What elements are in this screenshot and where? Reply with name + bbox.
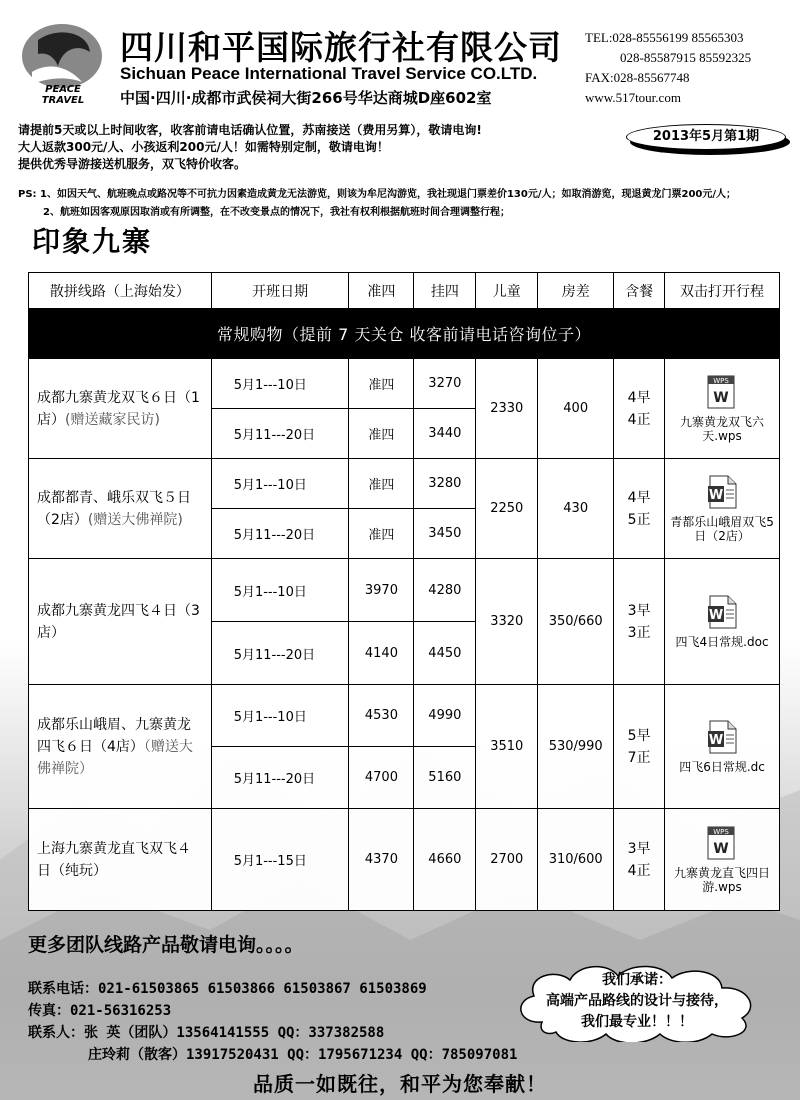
itinerary-file[interactable]	[665, 459, 780, 559]
word-doc-icon	[706, 474, 738, 510]
route-name-cell	[29, 685, 212, 809]
room-diff-cell: 430	[538, 459, 614, 559]
col-header: 散拼线路（上海始发）	[29, 273, 212, 309]
col-header: 房差	[538, 273, 614, 309]
tel-line1: TEL:028-85556199 85565303	[585, 30, 744, 45]
wps-file-icon	[706, 374, 738, 410]
slogan: 品质一如既往，和平为您奉献！	[253, 1072, 547, 1096]
contact-fax: 传真：021-56316253	[28, 1003, 172, 1019]
price-cell: 3280	[414, 459, 476, 509]
date-cell: 5月1---10日	[211, 359, 349, 409]
itinerary-filename: 九寨黄龙直飞四日游.wps	[674, 866, 771, 894]
more-routes-text: 更多团队线路产品敬请电询。。。。	[28, 934, 304, 956]
meal-breakfast: 4早	[627, 489, 651, 506]
meal-lunch: 7正	[627, 749, 651, 766]
route-name-cell	[29, 559, 212, 685]
room-diff-cell: 530/990	[538, 685, 614, 809]
svg-text:WPS: WPS	[713, 828, 729, 836]
table-row	[29, 685, 780, 747]
col-header: 含餐	[614, 273, 665, 309]
route-gift: （赠送大佛禅院）	[37, 738, 193, 777]
price-cell: 4990	[414, 685, 476, 747]
meal-cell	[614, 559, 665, 685]
route-name: 成都乐山峨眉、九寨黄龙四飞６日（4店）	[37, 716, 191, 755]
room-diff-cell: 400	[538, 359, 614, 459]
shopping-banner-row	[29, 309, 780, 359]
meal-cell	[614, 359, 665, 459]
meal-cell	[614, 685, 665, 809]
company-name-cn: 四川和平国际旅行社有限公司	[120, 28, 562, 67]
promise-text	[512, 970, 762, 1033]
child-price-cell: 3510	[476, 685, 538, 809]
route-name: 成都都青、峨乐双飞５日（2店）	[37, 489, 191, 528]
meal-lunch: 4正	[627, 862, 651, 879]
price-cell: 5160	[414, 747, 476, 809]
table-row	[29, 359, 780, 409]
promise-line3: 我们最专业！！！	[581, 1014, 693, 1030]
contact-person2: 庄玲莉（散客）13917520431 QQ：1795671234 QQ：785097081	[88, 1047, 518, 1063]
svg-text:W: W	[708, 733, 724, 748]
price-cell: 3450	[414, 509, 476, 559]
col-header: 挂四	[414, 273, 476, 309]
table-row	[29, 809, 780, 911]
route-name: 成都九寨黄龙四飞４日（3店）	[37, 602, 200, 641]
meal-breakfast: 4早	[627, 389, 651, 406]
price-cell: 准四	[349, 459, 414, 509]
price-cell: 4140	[349, 622, 414, 685]
meal-lunch: 3正	[627, 624, 651, 641]
price-cell: 4530	[349, 685, 414, 747]
meal-lunch: 4正	[627, 411, 651, 428]
price-cell: 3970	[349, 559, 414, 622]
contact-block	[28, 978, 517, 1066]
child-price-cell: 2330	[476, 359, 538, 459]
issue-badge: 2013年5月第1期	[626, 124, 786, 150]
col-header: 双击打开行程	[665, 273, 780, 309]
fax-line: FAX:028-85567748	[585, 70, 690, 85]
itinerary-filename: 九寨黄龙双飞六天.wps	[680, 415, 765, 443]
route-gift: (赠送藏家民访)	[65, 411, 160, 428]
booking-notes	[18, 122, 482, 173]
room-diff-cell: 310/600	[538, 809, 614, 911]
note-line: 提供优秀导游接送机服务，双飞特价收客。	[18, 157, 247, 171]
date-cell: 5月1---10日	[211, 559, 349, 622]
route-name-cell	[29, 809, 212, 911]
svg-text:W: W	[713, 841, 729, 857]
price-cell: 4280	[414, 559, 476, 622]
wps-file-icon	[706, 825, 738, 861]
promise-line2: 高端产品路线的设计与接待，	[546, 993, 728, 1009]
ps-line1: PS: 1、如因天气、航班晚点或路况等不可抗力因素造成黄龙无法游览，则该为牟尼沟游览，我社现退门票差价130元/人；如取消游览，现退黄龙门票200元/人；	[18, 189, 737, 200]
logo-line2: TRAVEL	[41, 95, 85, 106]
note-line: 大人返款300元/人、小孩返利200元/人！如需特别定制，敬请电询！	[18, 140, 389, 154]
date-cell: 5月1---10日	[211, 459, 349, 509]
company-name-en: Sichuan Peace International Travel Service CO.LTD.	[120, 64, 538, 83]
svg-text:WPS: WPS	[713, 377, 729, 385]
price-cell: 准四	[349, 359, 414, 409]
promise-line1: 我们承诺：	[602, 972, 672, 988]
price-cell: 4660	[414, 809, 476, 911]
contact-person1: 联系人：张 英（团队）13564141555 QQ：337382588	[28, 1025, 385, 1041]
itinerary-file[interactable]	[665, 559, 780, 685]
website-link[interactable]: www.517tour.com	[585, 90, 681, 105]
price-cell: 准四	[349, 509, 414, 559]
price-cell: 3440	[414, 409, 476, 459]
svg-text:W: W	[713, 390, 729, 406]
route-name: 成都九寨黄龙双飞６日（1店）	[37, 389, 200, 428]
col-header: 开班日期	[211, 273, 349, 309]
word-doc-icon	[706, 594, 738, 630]
price-cell: 4700	[349, 747, 414, 809]
date-cell: 5月1---15日	[211, 809, 349, 911]
table-row	[29, 559, 780, 622]
date-cell: 5月1---10日	[211, 685, 349, 747]
route-name-cell	[29, 359, 212, 459]
meal-cell	[614, 459, 665, 559]
date-cell: 5月11---20日	[211, 509, 349, 559]
ps-line2: 2、航班如因客观原因取消或有所调整，在不改变景点的情况下，我社有权利根据航班时间合理调整行程；	[43, 207, 510, 218]
svg-text:W: W	[708, 488, 724, 503]
child-price-cell: 2250	[476, 459, 538, 559]
meal-lunch: 5正	[627, 511, 651, 528]
price-cell: 4450	[414, 622, 476, 685]
meal-breakfast: 5早	[627, 727, 651, 744]
logo-wordmark	[28, 84, 98, 106]
note-line: 请提前5天或以上时间收客，收客前请电话确认位置，苏南接送（费用另算），敬请电询!	[18, 123, 482, 137]
contact-phone: 联系电话：021-61503865 61503866 61503867 61503869	[28, 981, 427, 997]
itinerary-filename: 四飞4日常规.doc	[675, 635, 769, 649]
logo-line1: PEACE	[45, 84, 81, 95]
price-cell: 4370	[349, 809, 414, 911]
meal-breakfast: 3早	[627, 840, 651, 857]
route-name: 上海九寨黄龙直飞双飞４日（纯玩）	[37, 840, 191, 879]
room-diff-cell: 350/660	[538, 559, 614, 685]
company-address: 中国·四川·成都市武侯祠大街266号华达商城D座602室	[120, 89, 492, 107]
itinerary-filename: 青都乐山峨眉双飞5日（2店）	[670, 515, 774, 543]
col-header: 准四	[349, 273, 414, 309]
date-cell: 5月11---20日	[211, 409, 349, 459]
itinerary-file[interactable]	[665, 809, 780, 911]
route-gift: (赠送大佛禅院)	[87, 511, 183, 528]
date-cell: 5月11---20日	[211, 622, 349, 685]
ps-notes	[18, 186, 793, 222]
table-row	[29, 459, 780, 509]
table-header-row	[29, 273, 780, 309]
itinerary-file[interactable]	[665, 359, 780, 459]
shopping-banner: 常规购物（提前 7 天关仓 收客前请电话咨询位子）	[29, 309, 780, 359]
price-cell: 3270	[414, 359, 476, 409]
price-cell: 准四	[349, 409, 414, 459]
section-title: 印象九寨	[32, 225, 153, 258]
child-price-cell: 2700	[476, 809, 538, 911]
child-price-cell: 3320	[476, 559, 538, 685]
col-header: 儿童	[476, 273, 538, 309]
meal-breakfast: 3早	[627, 602, 651, 619]
itinerary-filename: 四飞6日常规.dc	[679, 760, 765, 774]
svg-text:W: W	[708, 608, 724, 623]
itinerary-file[interactable]	[665, 685, 780, 809]
route-name-cell	[29, 459, 212, 559]
route-table	[28, 272, 780, 911]
header-contact	[585, 28, 751, 108]
meal-cell	[614, 809, 665, 911]
word-doc-icon	[706, 719, 738, 755]
tel-line2: 028-85587915 85592325	[620, 50, 752, 65]
date-cell: 5月11---20日	[211, 747, 349, 809]
